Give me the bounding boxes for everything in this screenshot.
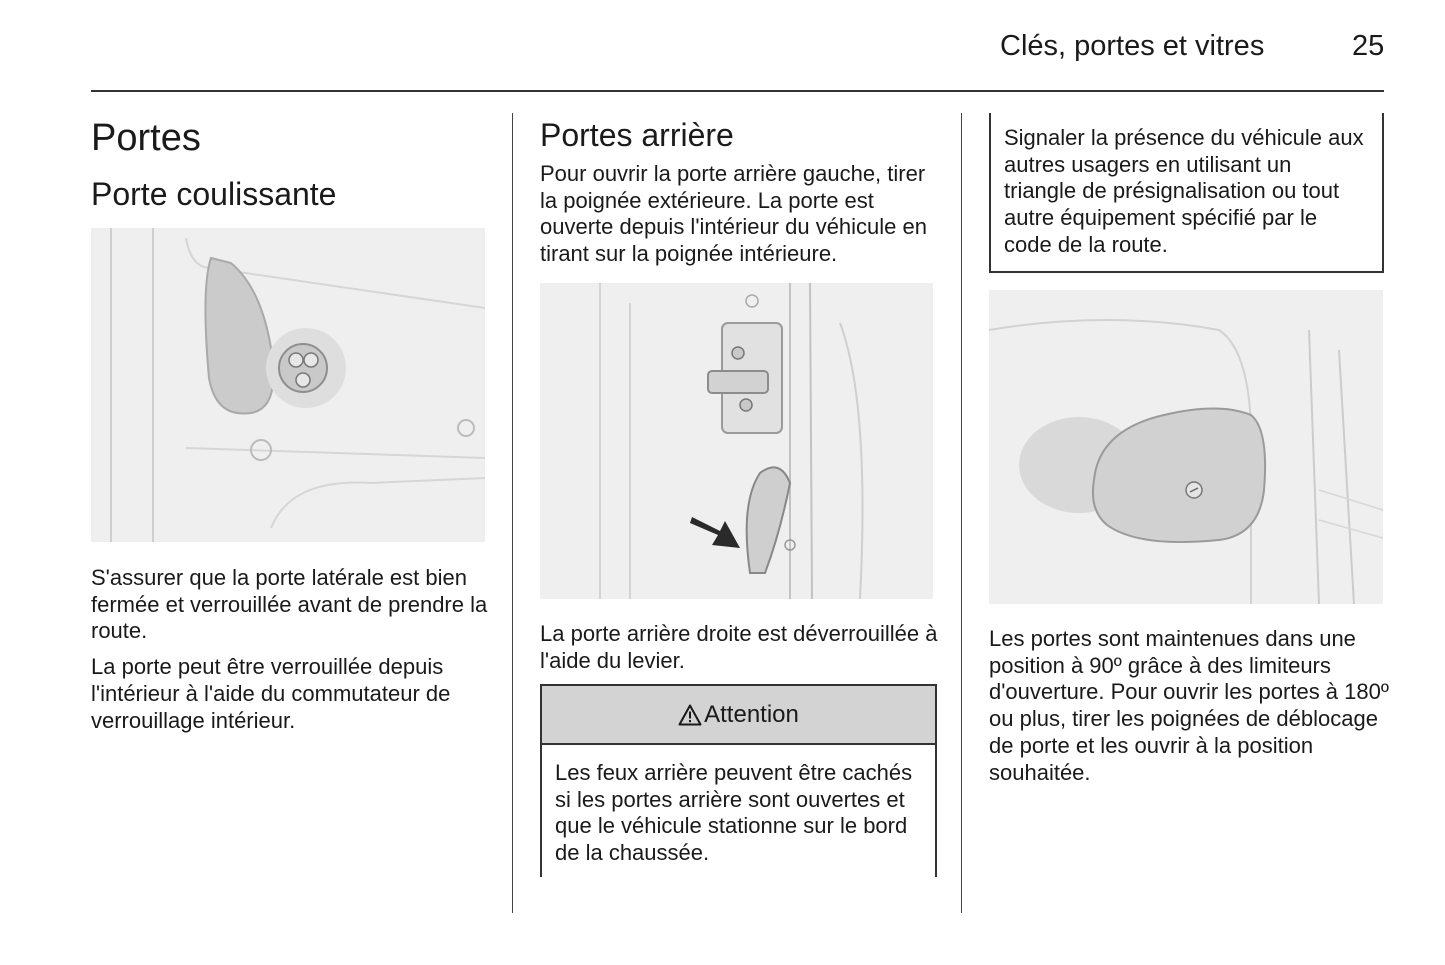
section-heading-portes: Portes xyxy=(91,117,201,159)
door-release-handle-illustration xyxy=(989,290,1383,604)
running-header-title: Clés, portes et vitres xyxy=(1000,30,1265,62)
section-heading-portes-arriere: Portes arrière xyxy=(540,117,734,153)
column-divider-left xyxy=(512,113,513,913)
rear-door-lever-illustration xyxy=(540,283,933,599)
subheading-porte-coulissante: Porte coulissante xyxy=(91,176,337,212)
paragraph: S'assurer que la porte latérale est bien fermée et verrouillée avant de prendre la route. xyxy=(91,565,488,644)
sliding-door-lock-illustration xyxy=(91,228,485,542)
warning-triangle-icon xyxy=(678,704,702,726)
note-box xyxy=(989,113,1384,273)
note-text: Signaler la présence du véhicule aux autres usagers en utilisant un triangle de présignalisation ou tout autre équipement spécifié par le code de la route. xyxy=(1004,125,1364,257)
rear-doors-intro: Pour ouvrir la porte arrière gauche, tirer la poignée extérieure. La porte est ouverte depuis l'intérieur du véhicule en tirant sur la poignée intérieure. xyxy=(540,161,927,267)
paragraph: La porte peut être verrouillée depuis l'intérieur à l'aide du commutateur de verrouillage intérieur. xyxy=(91,654,451,733)
warning-text: Les feux arrière peuvent être cachés si les portes arrière sont ouvertes et que le véhicule stationne sur le bord de la chaussée. xyxy=(555,760,913,866)
header-rule xyxy=(91,90,1384,92)
col1-text-block xyxy=(91,565,491,743)
door-limiter-text: Les portes sont maintenues dans une position à 90º grâce à des limiteurs d'ouverture. Pour ouvrir les portes à 180º ou plus, tirer les poignées de déblocage de porte et les ouvrir à la position souhaitée. xyxy=(989,626,1389,785)
right-rear-door-text: La porte arrière droite est déverrouillée à l'aide du levier. xyxy=(540,621,938,673)
warning-box xyxy=(540,684,937,877)
warning-header xyxy=(542,686,935,745)
column-divider-right xyxy=(961,113,962,913)
warning-title: Attention xyxy=(704,700,799,728)
page-number: 25 xyxy=(1352,30,1385,62)
